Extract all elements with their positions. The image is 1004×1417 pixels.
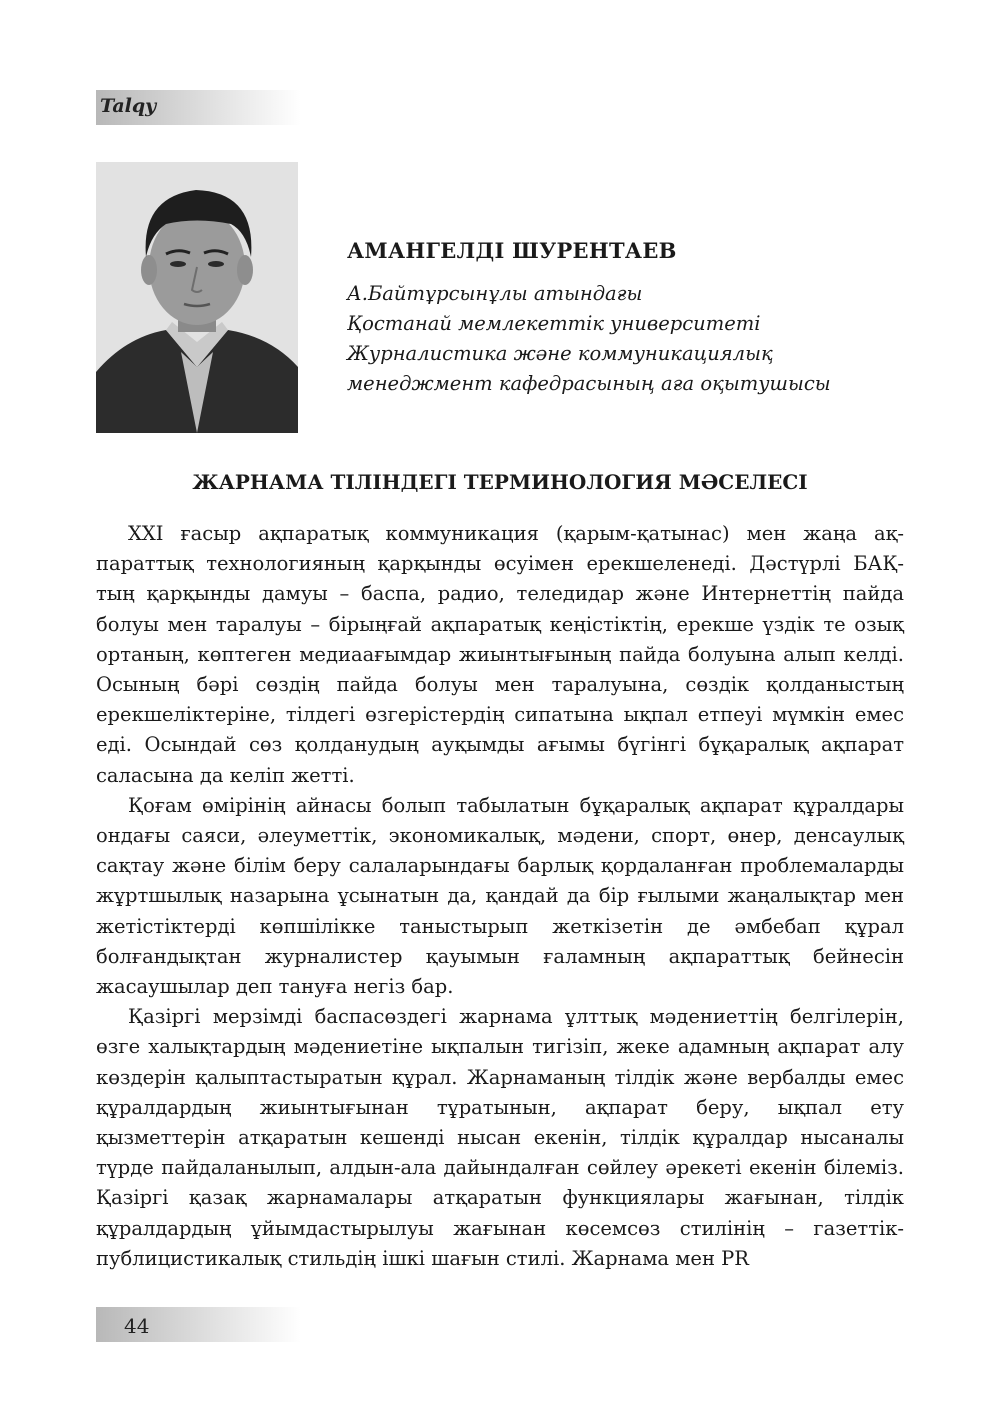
body-paragraph: Қазіргі мерзімді баспасөздегі жарнама ұлттық мәдениеттің белгілерін, өзге халықтардың мәдениетіне ықпалын тигізіп, жеке адамның ақпарат алу көздерін қалыптастыратын құрал. Жарнаманың тілдік және вербалды емес құралдардың жиынтығынан тұратынын, ақпарат беру, ықпал ету қызметтерін атқаратын кешенді нысан екенін, тілдік құралдар нысаналы түрде пайдаланылып, алдын-ала дайындалған сөйлеу әрекеті екенін білеміз. Қазіргі қазақ жарнамалары атқаратын функциялары жағынан, тілдік құралдардың ұйымдастырылуы жағынан көсемсөз стилінің – газеттік-публицистикалық стильдің ішкі шағын стилі. Жарнама мен PR [96, 1005, 904, 1270]
body-paragraph: XXI ғасыр ақпаратық коммуникация (қарым-қатынас) мен жаңа ақпараттық технологияның қарқынды өсуімен ерекшеленеді. Дәстүрлі БАҚ-тың қарқынды дамуы – баспа, радио, теледидар және Интернеттің пайда болуы мен таралуы – бірыңғай ақпаратық кеңістіктің, ерекше үздік те озық ортаның, көптеген медиаағымдар жиынтығының пайда болуына алып келді. Осының бәрі сөздің пайда болуы мен таралуына, сөздік қолданыстың ерекшеліктеріне, тілдегі өзгерістердің сипатына ықпал етпеуі мүмкін емес еді. Осындай сөз қолданудың ауқымды ағымы бүгінгі бұқаралық ақпарат саласына да келіп жетті. [96, 522, 904, 787]
article-title: ЖАРНАМА ТІЛІНДЕГІ ТЕРМИНОЛОГИЯ МӘСЕЛЕСІ [192, 470, 808, 494]
affiliation-line: Журналистика және коммуникациялық [347, 342, 773, 365]
section-title: Talqy [100, 95, 157, 117]
affiliation-line: Қостанай мемлекеттік университеті [347, 312, 761, 335]
page-number: 44 [124, 1314, 150, 1338]
affiliation-line: А.Байтұрсынұлы атындағы [347, 282, 643, 305]
affiliation-line: менеджмент кафедрасының аға оқытушысы [347, 372, 831, 395]
section-header-band [96, 90, 301, 125]
author-name: АМАНГЕЛДІ ШУРЕНТАЕВ [347, 238, 677, 263]
page-number-band [96, 1307, 301, 1342]
author-info [347, 238, 927, 399]
article-body [96, 519, 904, 1274]
body-paragraph: Қоғам өмірінің айнасы болып табылатын бұқаралық ақпарат құралдары ондағы саяси, әлеуметтік, экономикалық, мәдени, спорт, өнер, денсаулық сақтау және білім беру салаларындағы барлық қордаланған проблемаларды жұртшылық назарына ұсынатын да, қандай да бір ғылыми жаңалықтар мен жетістіктерді көпшілікке таныстырып жеткізетін де әмбебап құрал болғандықтан журналистер қауымын ғаламның ақпараттық бейнесін жасаушылар деп тануға негіз бар. [96, 793, 904, 999]
author-photo [96, 162, 298, 433]
